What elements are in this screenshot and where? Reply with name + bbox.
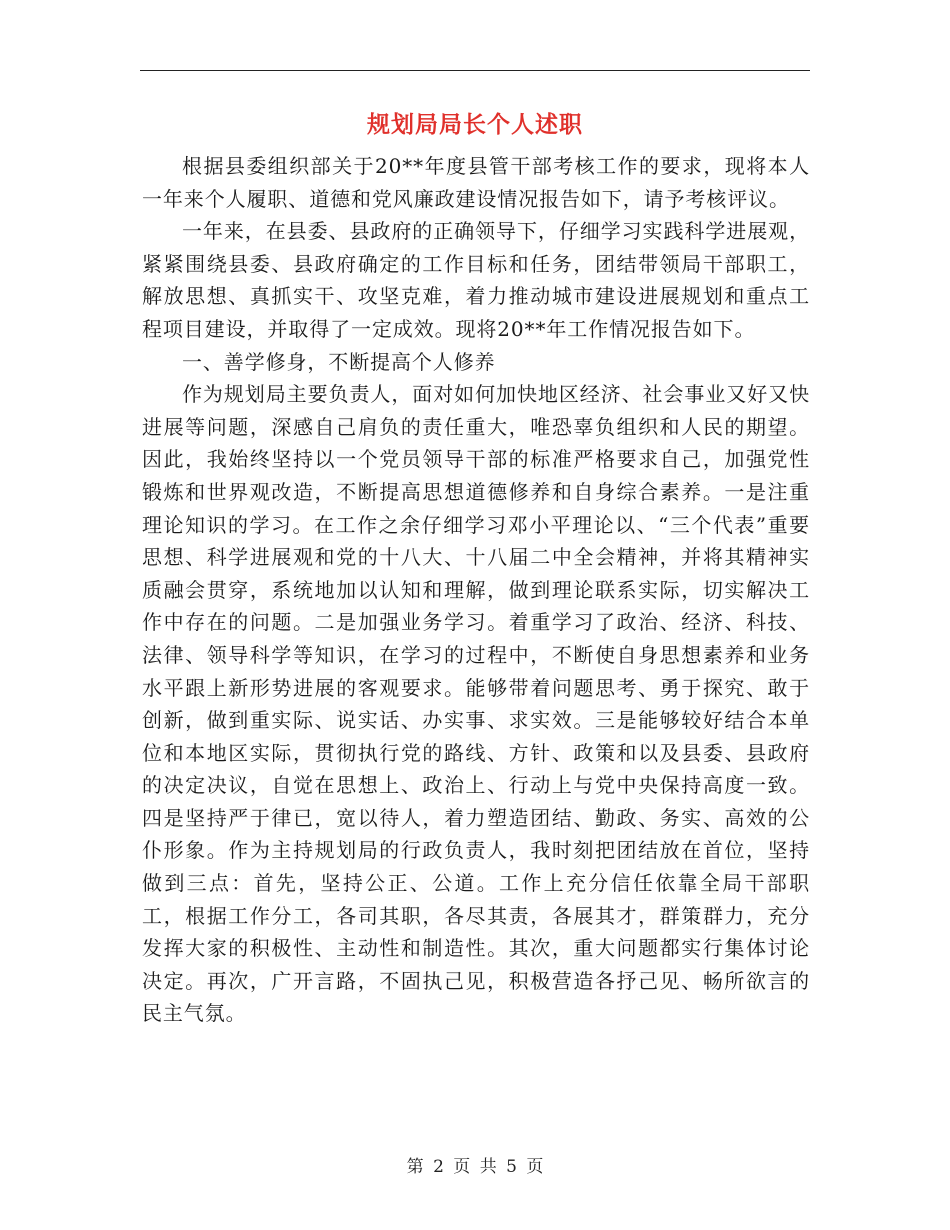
paragraph-section-1: 作为规划局主要负责人，面对如何加快地区经济、社会事业又好又快进展等问题，深感自己肩负的责任重大，唯恐辜负组织和人民的期望。因此，我始终坚持以一个党员领导干部的标准严格要求自己，加强党性锻炼和世界观改造，不断提高思想道德修养和自身综合素养。一是注重理论知识的学习。在工作之余仔细学习邓小平理论以、“三个代表”重要思想、科学进展观和党的十八大、十八届二中全会精神，并将其精神实质融会贯穿，系统地加以认知和理解，做到理论联系实际，切实解决工作中存在的问题。二是加强业务学习。着重学习了政治、经济、科技、法律、领导科学等知识，在学习的过程中，不断使自身思想素养和业务水平跟上新形势进展的客观要求。能够带着问题思考、勇于探究、敢于创新，做到重实际、说实话、办实事、求实效。三是能够较好结合本单位和本地区实际，贯彻执行党的路线、方针、政策和以及县委、县政府的决定决议，自觉在思想上、政治上、行动上与党中央保持高度一致。四是坚持严于律已，宽以待人，着力塑造团结、勤政、务实、高效的公仆形象。作为主持规划局的行政负责人，我时刻把团结放在首位，坚持做到三点：首先，坚持公正、公道。工作上充分信任依靠全局干部职工，根据工作分工，各司其职，各尽其责，各展其才，群策群力，充分发挥大家的积极性、主动性和制造性。其次，重大问题都实行集体讨论决定。再次，广开言路，不固执己见，积极营造各抒己见、畅所欲言的民主气氛。 bbox=[142, 382, 810, 1026]
section-heading-1: 一、善学修身，不断提高个人修养 bbox=[182, 349, 496, 374]
document-body bbox=[142, 150, 810, 1030]
header-rule bbox=[140, 70, 810, 71]
paragraph-intro: 根据县委组织部关于20**年度县管干部考核工作的要求，现将本人一年来个人履职、道德和党风廉政建设情况报告如下，请予考核评议。 bbox=[142, 154, 810, 211]
page-footer: 第 2 页 共 5 页 bbox=[406, 1157, 544, 1177]
document-title: 规划局局长个人述职 bbox=[367, 111, 583, 138]
paragraph-overview: 一年来，在县委、县政府的正确领导下，仔细学习实践科学进展观，紧紧围绕县委、县政府确定的工作目标和任务，团结带领局干部职工，解放思想、真抓实干、攻坚克难，着力推动城市建设进展规划和重点工程项目建设，并取得了一定成效。现将20**年工作情况报告如下。 bbox=[142, 219, 810, 341]
